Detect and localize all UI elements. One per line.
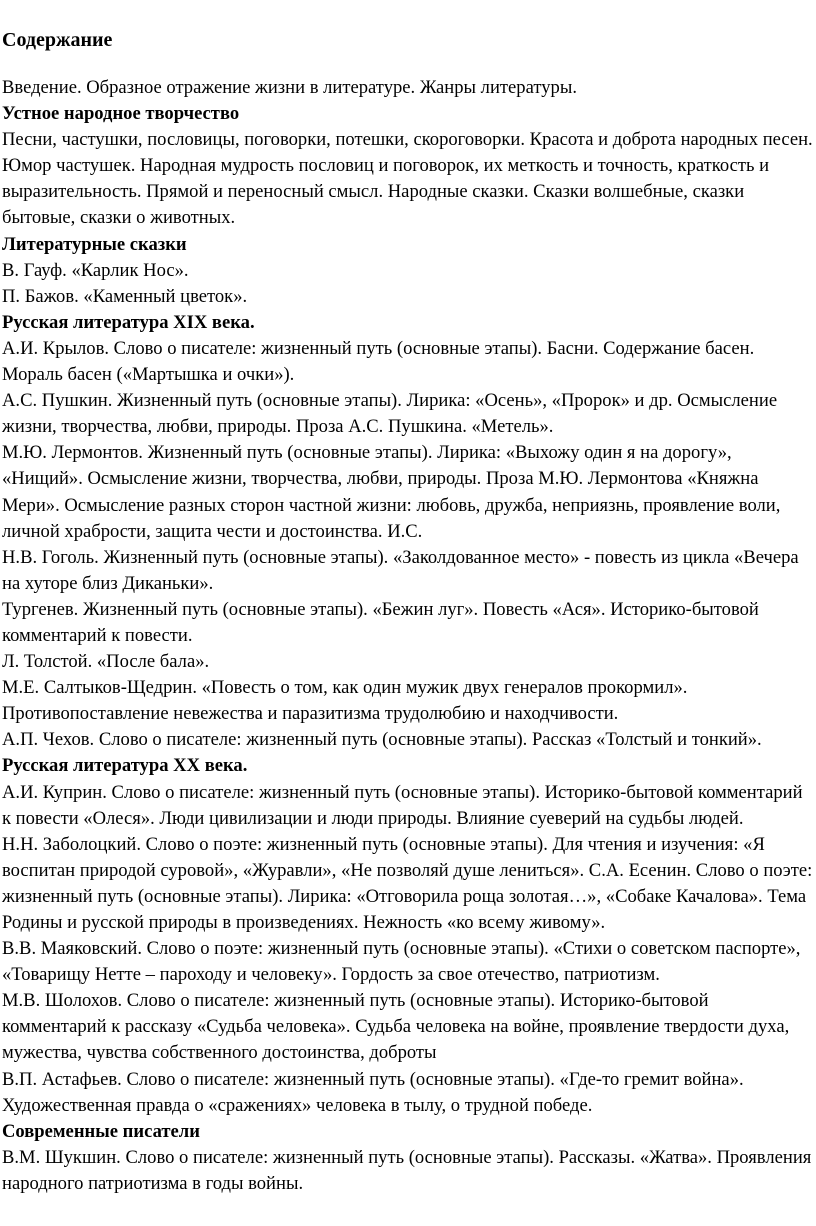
section-heading-19th-century: Русская литература XIX века. [2, 311, 255, 333]
paragraph-mayakovsky: В.В. Маяковский. Слово о поэте: жизненный путь (основные этапы). «Стихи о советском паспорте», «Товарищу Нетте – пароходу и человеку». Гордость за свое отечество, патриотизм. [2, 938, 801, 986]
paragraph-krylov: А.И. Крылов. Слово о писателе: жизненный путь (основные этапы). Басни. Содержание басен. Мораль басен («Мартышка и очки»). [2, 337, 755, 386]
paragraph-folklore: Песни, частушки, пословицы, поговорки, потешки, скороговорки. Красота и доброта народных песен. Юмор частушек. Народная мудрость пословиц и поговорок, их меткость и точность, краткость и выразительность. Прямой и переносный смысл. Народные сказки. Сказки волшебные, сказки бытовые, сказки о животных. [2, 129, 813, 229]
paragraph-lermontov: М.Ю. Лермонтов. Жизненный путь (основные этапы). Лирика: «Выхожу один я на дорогу», «Нищий». Осмысление жизни, творчества, любви, природы. Проза М.Ю. Лермонтова «Княжна Мери». Осмысление разных сторон частной жизни: любовь, дружба, неприязнь, проявление воли, личной храбрости, защита чести и достоинства. И.С. [2, 442, 781, 542]
paragraph-turgenev: Тургенев. Жизненный путь (основные этапы). «Бежин луг». Повесть «Ася». Историко-бытовой комментарий к повести. [2, 598, 759, 646]
paragraph-introduction: Введение. Образное отражение жизни в литературе. Жанры литературы. [2, 77, 577, 98]
paragraph-hauff: В. Гауф. «Карлик Нос». [2, 259, 189, 281]
paragraph-astafyev: В.П. Астафьев. Слово о писателе: жизненный путь (основные этапы). «Где-то гремит война». Художественная правда о «сражениях» человека в тылу, о трудной победе. [2, 1068, 744, 1116]
section-heading-modern-writers: Современные писатели [2, 1120, 200, 1142]
paragraph-zabolotsky-yesenin: Н.Н. Заболоцкий. Слово о поэте: жизненный путь (основные этапы). Для чтения и изучения: «Я воспитан природой суровой», «Журавли», «Не позволяй душе лениться». С.А. Есенин. Слово о поэте: жизненный путь (основные этапы). Лирика: «Отговорила роща золотая…», «Собаке Качалова». Тема Родины и русской природы в произведениях. Нежность «ко всему живому». [2, 833, 813, 933]
document-body [2, 75, 814, 1197]
paragraph-shukshin: В.М. Шукшин. Слово о писателе: жизненный путь (основные этапы). Рассказы. «Жатва». Проявления народного патриотизма в годы войны. [2, 1146, 812, 1194]
paragraph-gogol: Н.В. Гоголь. Жизненный путь (основные этапы). «Заколдованное место» - повесть из цикла «Вечера на хуторе близ Диканьки». [2, 546, 799, 594]
page-title: Содержание [2, 29, 113, 51]
paragraph-kuprin: А.И. Куприн. Слово о писателе: жизненный путь (основные этапы). Историко-бытовой комментарий к повести «Олеся». Люди цивилизации и люди природы. Влияние суеверий на судьбы людей. [2, 781, 803, 829]
paragraph-tolstoy: Л. Толстой. «После бала». [2, 651, 210, 673]
paragraph-saltykov: М.Е. Салтыков-Щедрин. «Повесть о том, как один мужик двух генералов прокормил». Противопоставление невежества и паразитизма трудолюбию и находчивости. [2, 677, 688, 725]
section-heading-folklore: Устное народное творчество [2, 103, 240, 125]
paragraph-pushkin: А.С. Пушкин. Жизненный путь (основные этапы). Лирика: «Осень», «Пророк» и др. Осмысление жизни, творчества, любви, природы. Проза А.С. Пушкина. «Метель». [2, 390, 778, 438]
paragraph-sholokhov: М.В. Шолохов. Слово о писателе: жизненный путь (основные этапы). Историко-бытовой комментарий к рассказу «Судьба человека». Судьба человека на войне, проявление твердости духа, мужества, чувства собственного достоинства, доброты [2, 990, 790, 1064]
section-heading-literary-tales: Литературные сказки [2, 233, 187, 255]
paragraph-chekhov: А.П. Чехов. Слово о писателе: жизненный путь (основные этапы). Рассказ «Толстый и тонкий». [2, 729, 762, 751]
section-heading-20th-century: Русская литература XX века. [2, 755, 248, 777]
paragraph-bazhov: П. Бажов. «Каменный цветок». [2, 285, 248, 307]
